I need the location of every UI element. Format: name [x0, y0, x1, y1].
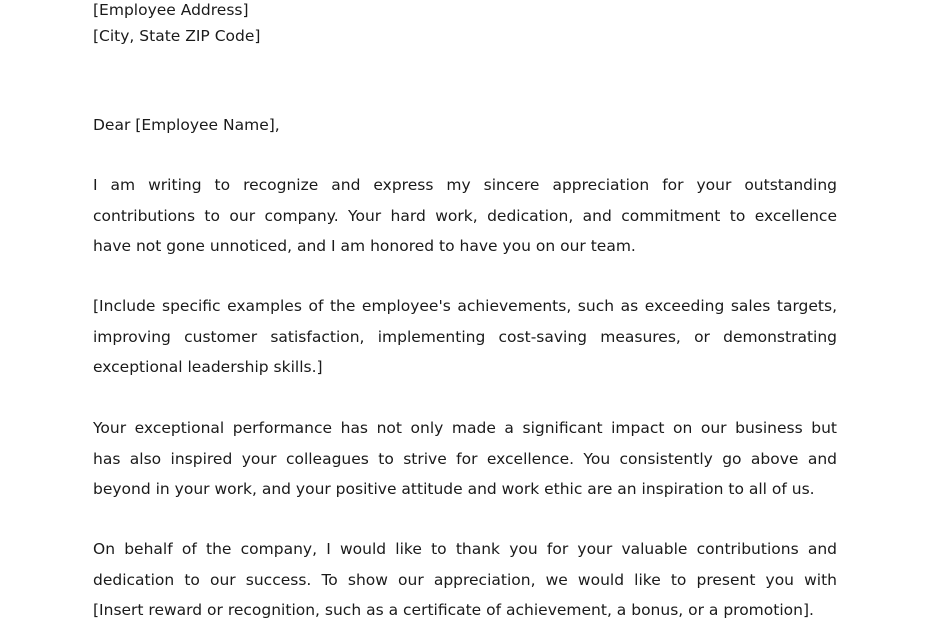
paragraph-line: have not gone unnoticed, and I am honored to have you on our team. — [93, 237, 636, 255]
paragraph-line: dedication to our success. To show our appreciation, we would like to present you with — [93, 570, 837, 589]
paragraph-line: beyond in your work, and your positive attitude and work ethic are an inspiration to all of us. — [93, 480, 815, 498]
paragraph-line: On behalf of the company, I would like to thank you for your valuable contributions and — [93, 540, 837, 558]
employee-address-line: [Employee Address] — [93, 1, 249, 19]
city-state-zip-line: [City, State ZIP Code] — [93, 27, 261, 45]
paragraph-line: [Insert reward or recognition, such as a certificate of achievement, a bonus, or a promotion]. — [93, 601, 814, 619]
paragraph-line: Your exceptional performance has not only made a significant impact on our business but — [93, 419, 837, 437]
paragraph-line: exceptional leadership skills.] — [93, 358, 323, 376]
paragraph-reward — [93, 534, 837, 626]
salutation: Dear [Employee Name], — [93, 116, 280, 134]
paragraph-appreciation — [93, 170, 837, 262]
paragraph-performance — [93, 413, 837, 505]
paragraph-line: I am writing to recognize and express my sincere appreciation for your outstanding — [93, 176, 837, 194]
paragraph-achievements-placeholder — [93, 291, 837, 383]
paragraph-line: has also inspired your colleagues to strive for excellence. You consistently go above and — [93, 449, 837, 468]
paragraph-line: contributions to our company. Your hard work, dedication, and commitment to excellence — [93, 206, 837, 225]
paragraph-line: improving customer satisfaction, implementing cost-saving measures, or demonstrating — [93, 327, 837, 346]
paragraph-line: [Include specific examples of the employee's achievements, such as exceeding sales targets, — [93, 297, 837, 315]
